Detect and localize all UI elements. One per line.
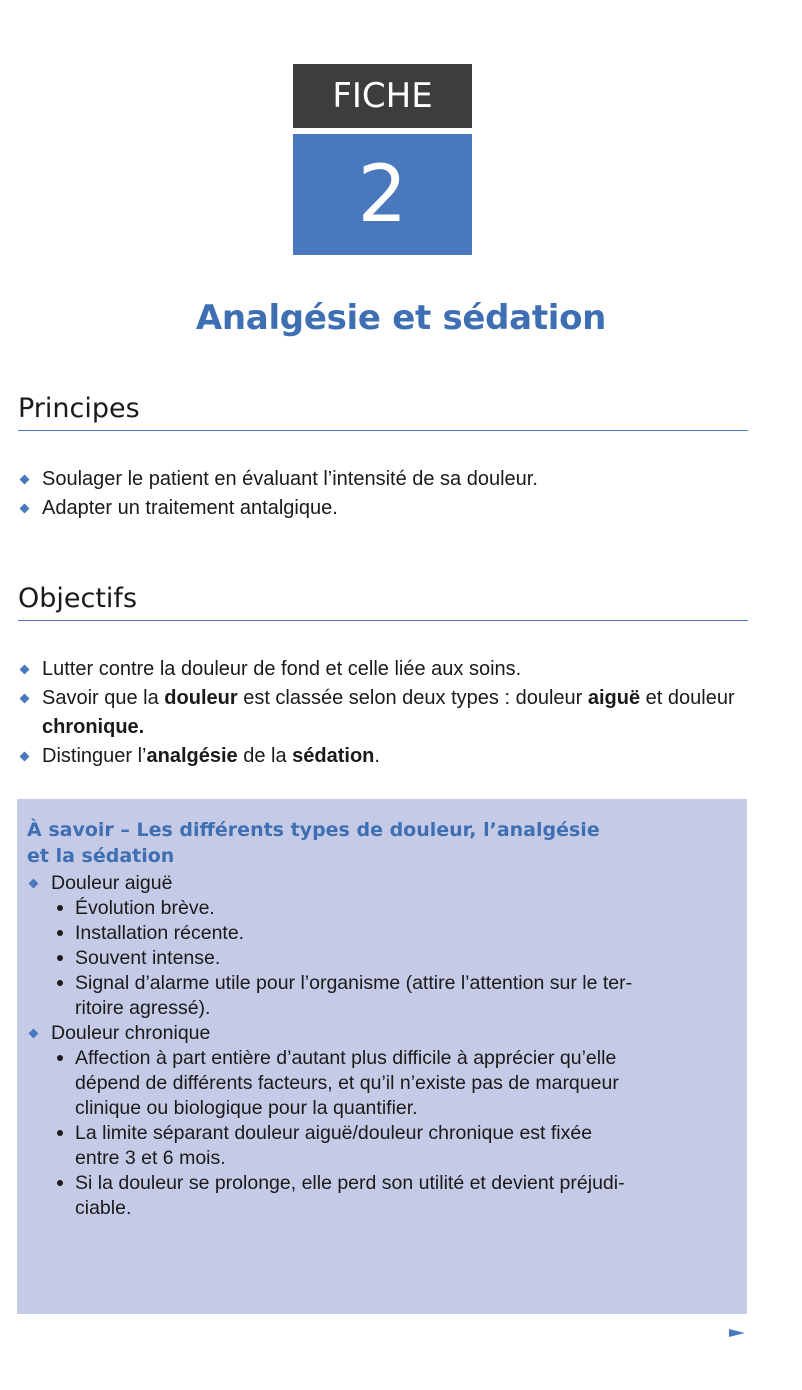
dot-bullet-icon (57, 905, 63, 911)
list-item: Adapter un traitement antalgique. (18, 494, 748, 523)
list-item: Distinguer l’analgésie de la sédation. (18, 742, 748, 771)
sub-list-item: Installation récente. (51, 921, 739, 946)
list-item (27, 871, 739, 1021)
douleur-types-list (27, 871, 739, 1221)
sub-list-item: Évolution brève. (51, 896, 739, 921)
section-heading-objectifs: Objectifs (18, 583, 748, 621)
page-title: Analgésie et sédation (195, 298, 607, 338)
diamond-bullet-icon (29, 879, 39, 889)
list-item (27, 1021, 739, 1221)
list-item: Lutter contre la douleur de fond et celle liée aux soins. (18, 655, 748, 684)
diamond-bullet-icon (20, 475, 30, 485)
objectifs-list (18, 655, 748, 771)
sub-list-item: Affection à part entière d’autant plus difficile à apprécier qu’elle dépend de différents facteurs, et qu’il n’existe pas de marqueur clinique ou biologique pour la quantifier. (51, 1046, 739, 1121)
a-savoir-box (17, 799, 747, 1314)
sub-list-item: Signal d’alarme utile pour l’organisme (attire l’attention sur le ter- ritoire agressé). (51, 971, 739, 1021)
principes-list (18, 465, 748, 523)
list-item: Soulager le patient en évaluant l’intensité de sa douleur. (18, 465, 748, 494)
dot-bullet-icon (57, 1130, 63, 1136)
section-heading-principes: Principes (18, 393, 748, 431)
sub-list-item: Souvent intense. (51, 946, 739, 971)
next-page-arrow-icon (729, 1329, 745, 1337)
list-item: Savoir que la douleur est classée selon deux types : douleur aiguë et douleur chronique. (18, 684, 748, 742)
a-savoir-title: À savoir – Les différents types de douleur, l’analgésie et la sédation (27, 819, 600, 867)
diamond-bullet-icon (20, 694, 30, 704)
fiche-number: 2 (293, 134, 472, 255)
diamond-bullet-icon (20, 752, 30, 762)
fiche-label: FICHE (293, 64, 472, 128)
group-label-douleur-chronique: Douleur chronique (51, 1022, 211, 1044)
group-label-douleur-aigue: Douleur aiguë (51, 872, 173, 894)
diamond-bullet-icon (20, 504, 30, 514)
dot-bullet-icon (57, 1180, 63, 1186)
sub-list-item: Si la douleur se prolonge, elle perd son utilité et devient préjudi- ciable. (51, 1171, 739, 1221)
diamond-bullet-icon (20, 665, 30, 675)
dot-bullet-icon (57, 955, 63, 961)
sub-list-item: La limite séparant douleur aiguë/douleur chronique est fixée entre 3 et 6 mois. (51, 1121, 739, 1171)
dot-bullet-icon (57, 930, 63, 936)
diamond-bullet-icon (29, 1029, 39, 1039)
dot-bullet-icon (57, 980, 63, 986)
dot-bullet-icon (57, 1055, 63, 1061)
